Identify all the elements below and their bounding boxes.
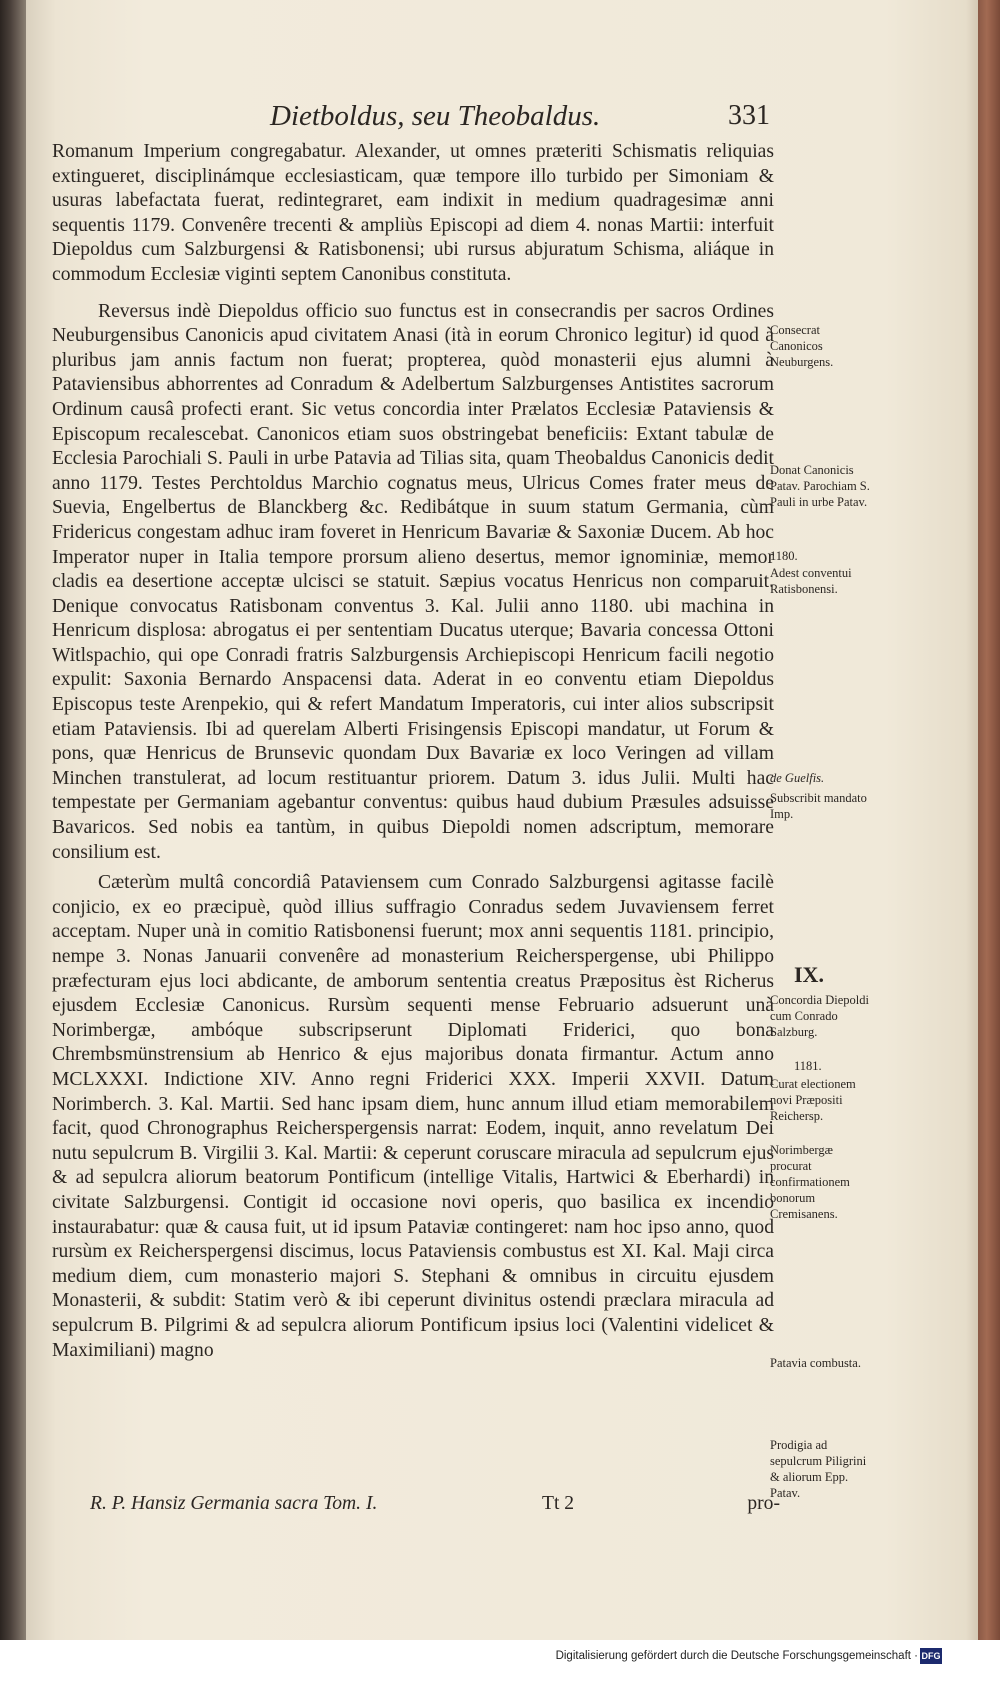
footer-source: R. P. Hansiz Germania sacra Tom. I.: [90, 1493, 378, 1514]
paragraph-1: Romanum Imperium congregabatur. Alexander, ut omnes præteriti Schismatis reliquias extingueret, disciplinámque ecclesiasticam, quæ tempore illo turbido per Simoniam & usuras labefactata fuerat, redintegraret, eam indixit in medium quadragesimæ anni sequentis 1179. Convenêre trecenti & ampliùs Episcopi ad diem 4. nonas Martii: interfuit Diepoldus cum Salzburgensi & Ratisbonensi; ubi rursus abjuratum Schisma, aliáque in commodum Ecclesiæ viginti septem Canonibus constituta.: [52, 141, 774, 285]
margin-note-8: 1181.: [794, 1059, 822, 1073]
margin-note-4: Adest conventui Ratisbonensi.: [770, 566, 852, 596]
margin-note-1: Consecrat Canonicos Neuburgens.: [770, 323, 834, 369]
margin-note-2: Donat Canonicis Patav. Parochiam S. Pauli in urbe Patav.: [770, 463, 870, 509]
book-spine: [0, 0, 26, 1640]
body-text: [52, 140, 774, 1363]
margin-note-11: Patavia combusta.: [770, 1356, 861, 1370]
paragraph-2: Reversus indè Diepoldus officio suo functus est in consecrandis per sacros Ordines Neuburgensibus Canonicis apud civitatem Anasi (ità in eorum Chronico legitur) id quod à pluribus jam annis factum non fuerat; propterea, quòd monasterii ejus alumni à Pataviensibus abhorrentes ad Conradum & Adelbertum Salzburgenses Antistites sacrorum Ordinum causâ profecti erant. Sic vetus concordia inter Prælatos Ecclesiæ Pataviensis & Episcopum recalescebat. Canonicos etiam suos obstringebat beneficiis: Extant tabulæ de Ecclesia Parochiali S. Pauli in urbe Patavia ad Tilias sita, quam Theobaldus Canonicis dedit anno 1179. Testes Perchtoldus Marchio cognatus meus, Ulricus Comes frater meus de Suevia, Engelbertus de Blanckberg &c. Redibátque in suum statum Germania, cùm Fridericus congestam adhuc iram foveret in Henricum Bavariæ & Saxoniæ Ducem. Ab hoc Imperator nuper in Italia tempore prorsum alieno desertus, memor ignominiæ, memor cladis ea desertione acceptæ ulcisci se statuit. Sæpius vocatus Henricus non comparuit. Denique convocatus Ratisbonam conventus 3. Kal. Julii anno 1180. ubi machina in Henricum displosa: abrogatus ei per sententiam Ducatus uterque; Bavaria concessa Ottoni Witlspachio, qui ope Conradi fratris Salzburgensis Archiepiscopi Henricum facili negotio expulit: Saxonia Bernardo Anspacensi data. Aderat in eo conventu etiam Diepoldus Episcopus teste Arenpekio, qui & refert Mandatum Imperatoris, cui inter alios subscripsit etiam Pataviensis. Ibi ad querelam Alberti Frisingensis Episcopi mandatur, ut Forum & pons, quæ Henricus de Brunsevic quondam Dux Bavariæ ex loco Veringen ad villam Minchen transtulerat, ad locum restituantur priorem. Datum 3. idus Julii. Multi hac tempestate per Germaniam agebantur conventus: quibus haud dubium Præsules adsuisse Bavaricos. Sed nobis ea tantùm, in quibus Diepoldi nomen adscriptum, memorare consilium est.: [52, 300, 774, 863]
margin-note-9: Curat electionem novi Præpositi Reichersp.: [770, 1077, 856, 1123]
page-number: 331: [728, 100, 770, 131]
margin-note-6: Subscribit mandato Imp.: [770, 791, 867, 821]
paragraph-3: Cæterùm multâ concordiâ Pataviensem cum Conrado Salzburgensi agitasse facilè conjicio, ex eo præcipuè, quòd illius suffragio Conradus sedem Juvaviensem ferret acceptam. Nuper unà in comitio Ratisbonensi fuerunt; mox anni sequentis 1181. principio, nempe 3. Nonas Januarii convenêre ad monasterium Reicherspergense, ubi Philippo præfecturam ejus loci abdicante, de amborum sententia creatus Præpositus èst Richerus ejusdem Ecclesiæ Canonicus. Rursùm sequenti mense Februario adsuerunt unà Norimbergæ, ambóque subscripserunt Diplomati Friderici, quo bona Chrembsmünstrensium ab Henrico & ejus majoribus donata firmantur. Actum anno MCLXXXI. Indictione XIV. Anno regni Friderici XXX. Imperii XXVII. Datum Norimberch. 3. Kal. Martii. Sed hanc ipsam diem, hunc annum illud etiam memorabilem facit, quod Chronographus Reicherspergensis narrat: Eodem, inquit, anno revelatum Dei nutu sepulcrum B. Virgilii 3. Kal. Martii: & ceperunt coruscare miracula ad sepulcrum ejus & ad sepulcra aliorum beatorum Pontificum (intellige Vitalis, Hartwici & Eberhardi) in civitate Salzburgensi. Contigit id occasione novi operis, quo basilica ex incendio instaurabatur: quæ & causa fuit, ut id ipsum Pataviæ contingeret: nam hoc ipso anno, quod rursùm ex Reicherspergensi discimus, locus Pataviensis combustus est XI. Kal. Maji circa medium diem, cum monasterio majori S. Stephani & omnibus in circuitu ejusdem Monasterii, & subdit: Statim verò & ibi ceperunt divinitus ostendi præclara miracula ad sepulcrum B. Pilgrimi & ad sepulcra aliorum Pontificum ipsius loci (Valentini videlicet & Maximiliani) magno: [52, 872, 774, 1361]
margin-note-7: Concordia Diepoldi cum Conrado Salzburg.: [770, 993, 869, 1039]
page-footer: [90, 1493, 780, 1515]
digitization-credit: Digitalisierung gefördert durch die Deutsche Forschungsgemeinschaft ·: [555, 1650, 918, 1662]
book-edge: [978, 0, 1000, 1640]
margin-note-5: de Guelfis.: [770, 771, 825, 785]
margin-note-10: Norimbergæ procurat confirmationem bonorum Cremisanens.: [770, 1143, 850, 1221]
running-head: Dietboldus, seu Theobaldus.: [270, 100, 601, 132]
section-number: IX.: [794, 962, 824, 987]
margin-note-3: 1180.: [770, 549, 798, 563]
dfg-logo: DFG: [920, 1648, 942, 1664]
margin-note-12: Prodigia ad sepulcrum Piligrini & aliorum Epp. Patav.: [770, 1438, 867, 1500]
signature-mark: Tt 2: [542, 1493, 575, 1514]
catchword: pro-: [747, 1493, 780, 1514]
